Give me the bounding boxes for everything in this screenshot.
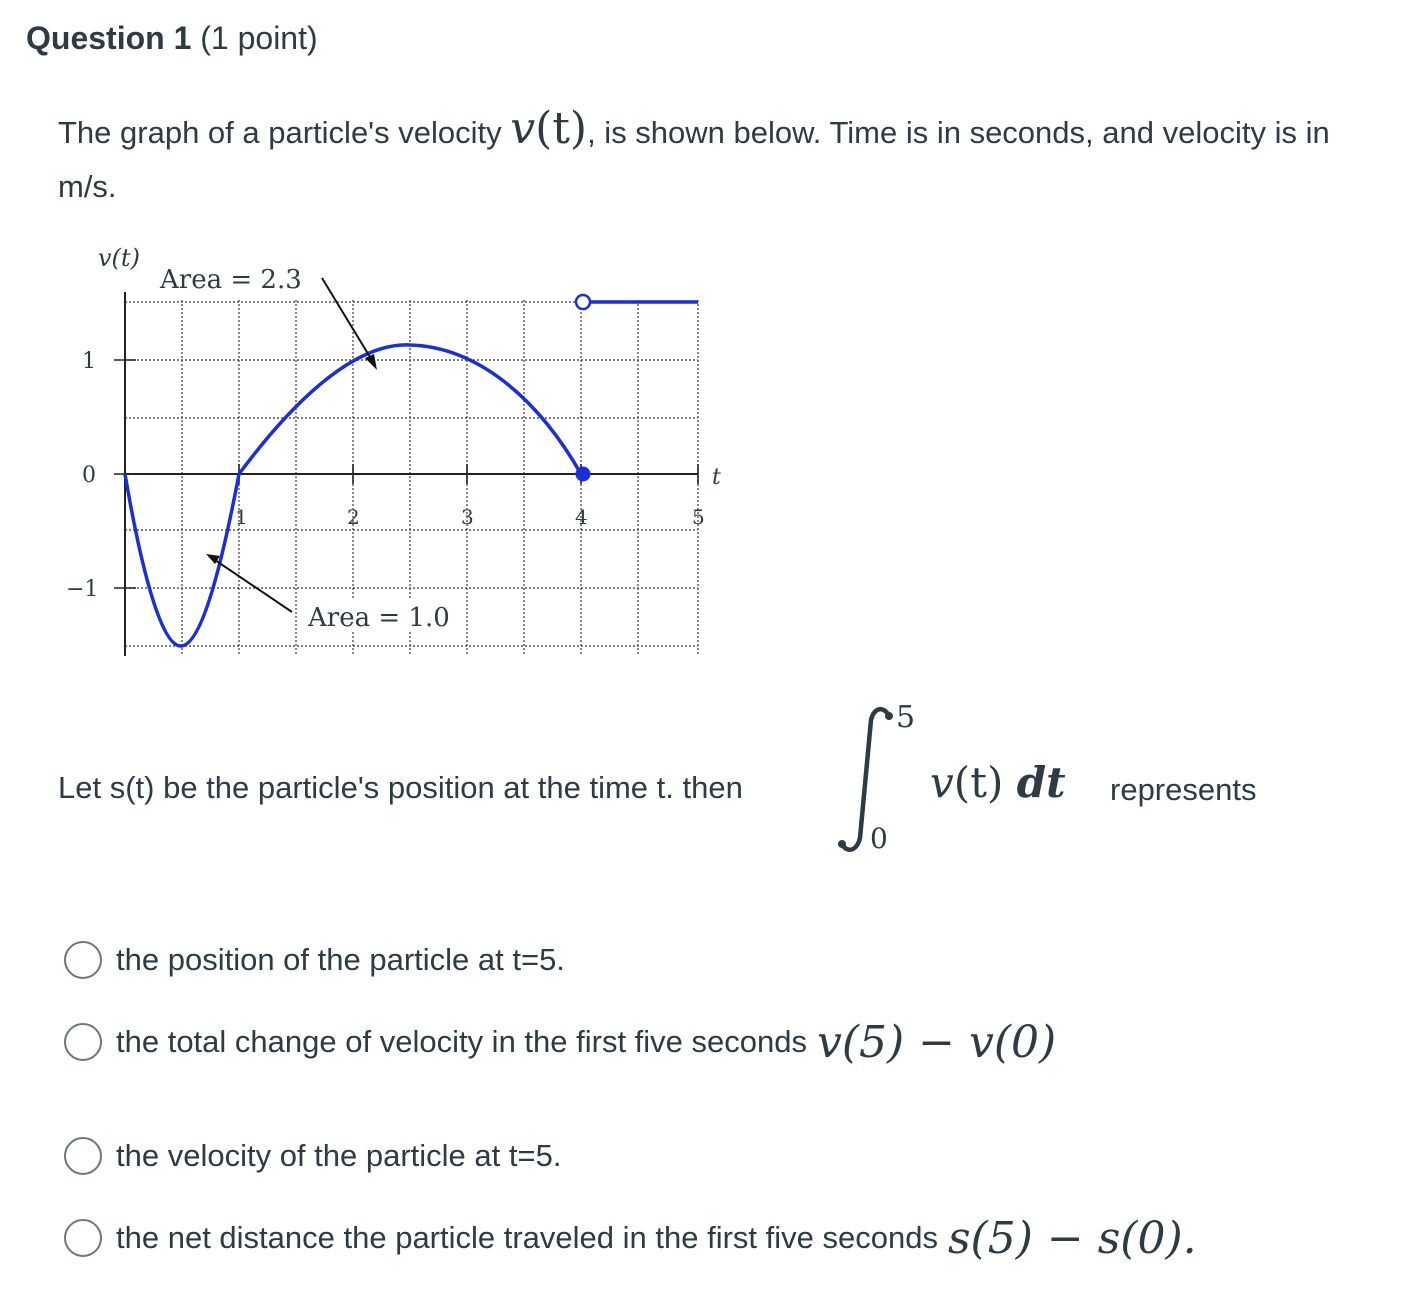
prompt-text: Let s(t) be the particle's position at the time t. then [58, 770, 743, 805]
integrand-t: (t) [953, 758, 1004, 807]
integral-lower-limit: 0 [870, 822, 888, 855]
x-axis-label: t [712, 465, 721, 490]
open-endpoint [576, 295, 590, 309]
radio-button[interactable] [64, 1137, 102, 1175]
option-math: v(5) − v(0) [817, 1016, 1057, 1068]
radio-button[interactable] [64, 941, 102, 979]
velocity-graph [66, 232, 750, 672]
integral-upper-limit: 5 [896, 700, 916, 735]
option-velocity-at-5[interactable] [64, 1126, 561, 1186]
question-points: (1 point) [200, 20, 318, 56]
area-bottom-arrow [212, 558, 292, 612]
x-tick-label-3: 3 [461, 505, 474, 529]
area-top-label: Area = 2.3 [160, 265, 302, 295]
question-title: Question 1 [26, 20, 192, 56]
closed-endpoint [576, 467, 591, 482]
question-intro [58, 103, 1378, 214]
integrand-v: v [930, 758, 954, 807]
integrand-dt: dt [1016, 758, 1066, 807]
option-label: the net distance the particle traveled in the first five seconds [116, 1220, 938, 1255]
intro-text-before: The graph of a particle's velocity [58, 115, 511, 150]
option-change-of-velocity[interactable] [64, 1012, 1056, 1072]
option-position-at-5[interactable] [64, 930, 565, 990]
intro-math-v: v [510, 103, 536, 154]
x-tick-label-4: 4 [575, 505, 588, 529]
area-top-arrowhead [365, 354, 377, 370]
intro-math-t: (t) [535, 103, 588, 154]
option-label: the velocity of the particle at t=5. [116, 1138, 562, 1173]
question-header [26, 16, 318, 60]
y-axis-label: v(t) [98, 244, 140, 272]
option-label: the position of the particle at t=5. [116, 942, 565, 977]
y-tick-label-0: 0 [82, 463, 96, 488]
area-bottom-label: Area = 1.0 [308, 603, 450, 633]
radio-button[interactable] [64, 1023, 102, 1061]
integral-sign-icon [838, 700, 898, 860]
option-math: s(5) − s(0). [947, 1212, 1197, 1264]
area-top-arrow [322, 278, 373, 362]
radio-button[interactable] [64, 1219, 102, 1257]
x-tick-label-2: 2 [347, 505, 360, 529]
x-tick-label-5: 5 [692, 505, 705, 529]
represents-text: represents [1110, 772, 1257, 807]
y-tick-label-neg1: −1 [66, 577, 99, 602]
integral-prompt [58, 700, 1388, 870]
integrand [930, 758, 1066, 807]
option-net-distance[interactable] [64, 1208, 1197, 1268]
y-tick-label-1: 1 [82, 349, 96, 374]
intro-text-after: , is shown below. Time is in seconds, and velocity is in m/s. [58, 115, 1330, 204]
option-label: the total change of velocity in the first five seconds [116, 1024, 807, 1059]
x-tick-label-1: 1 [235, 505, 248, 529]
